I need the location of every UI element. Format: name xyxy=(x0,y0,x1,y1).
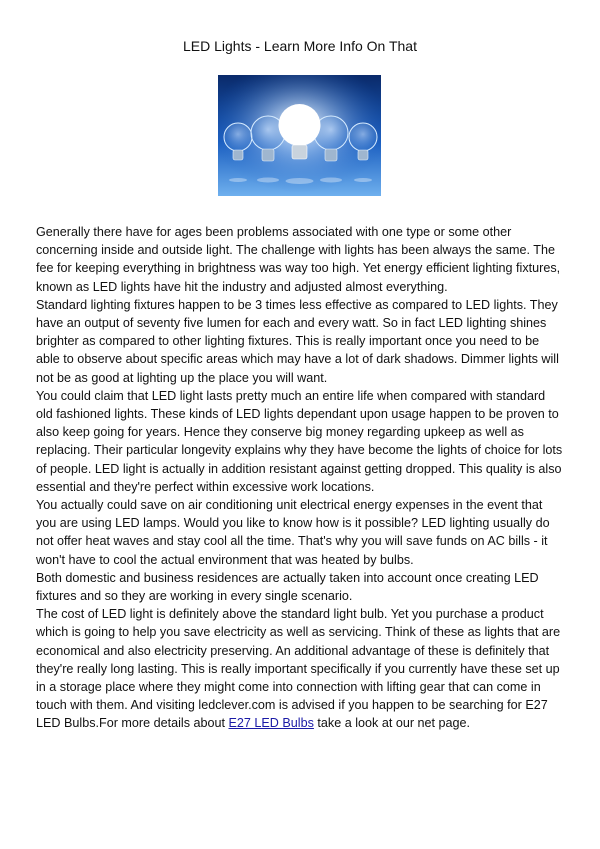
paragraph: Standard lighting fixtures happen to be 3 times less effective as compared to LED lights. They have an output of seventy five lumen for each and every watt. So in fact LED lighting shines brighter as compared to other lighting fixtures. This is really important once you need to be able to observe about specific areas which may have a lot of dark shadows. Dimmer lights will not be as good at lighting up the place you will want. xyxy=(36,297,559,385)
article-body xyxy=(36,223,564,733)
paragraph: You could claim that LED light lasts pretty much an entire life when compared with standard old fashioned lights. These kinds of LED lights dependant upon usage happen to be proven to also keep going for years. Hence they conserve big money regarding upkeep as well as replacing. Their particular longevity explains why they have become the lights of choice for lots of people. LED light is actually in addition resistant against getting dropped. This quality is also essential and they're perfect within excessive work locations. xyxy=(36,388,563,494)
paragraph-last xyxy=(36,605,564,732)
paragraph-text: take a look at our net page. xyxy=(313,716,471,731)
page-title: LED Lights - Learn More Info On That xyxy=(183,38,417,54)
paragraph: Generally there have for ages been problems associated with one type or some other concerning inside and outside light. The challenge with lights has been always the same. The fee for keeping everything in brightness was way too high. Yet energy efficient lighting fixtures, known as LED lights have hit the industry and adjusted almost everything. xyxy=(36,225,561,294)
paragraph: Both domestic and business residences are actually taken into account once creating LED fixtures and so they are working in every single scenario. xyxy=(36,570,539,604)
paragraph-text: The cost of LED light is definitely above the standard light bulb. Yet you purchase a product which is going to help you save electricity as well as servicing. Think of these as lights that are economical and also electricity preserving. An additional advantage of these is definitely that they're really long lasting. This is really important specifically if you currently have these set up in a storage place where they might come into connection with lifting gear that can come in touch with them. And visiting ledclever.com is advised if you happen to be searching for E27 LED Bulbs.For more details about xyxy=(36,607,561,731)
light-bulbs-image xyxy=(218,75,381,196)
e27-led-bulbs-link[interactable]: E27 LED Bulbs xyxy=(228,716,314,731)
paragraph: You actually could save on air conditioning unit electrical energy expenses in the event that you are using LED lamps. Would you like to know how is it possible? LED lighting usually do not offer heat waves and stay cool all the time. That's why you will save funds on AC bills - it won't have to cool the actual environment that was heated by bulbs. xyxy=(36,498,550,567)
